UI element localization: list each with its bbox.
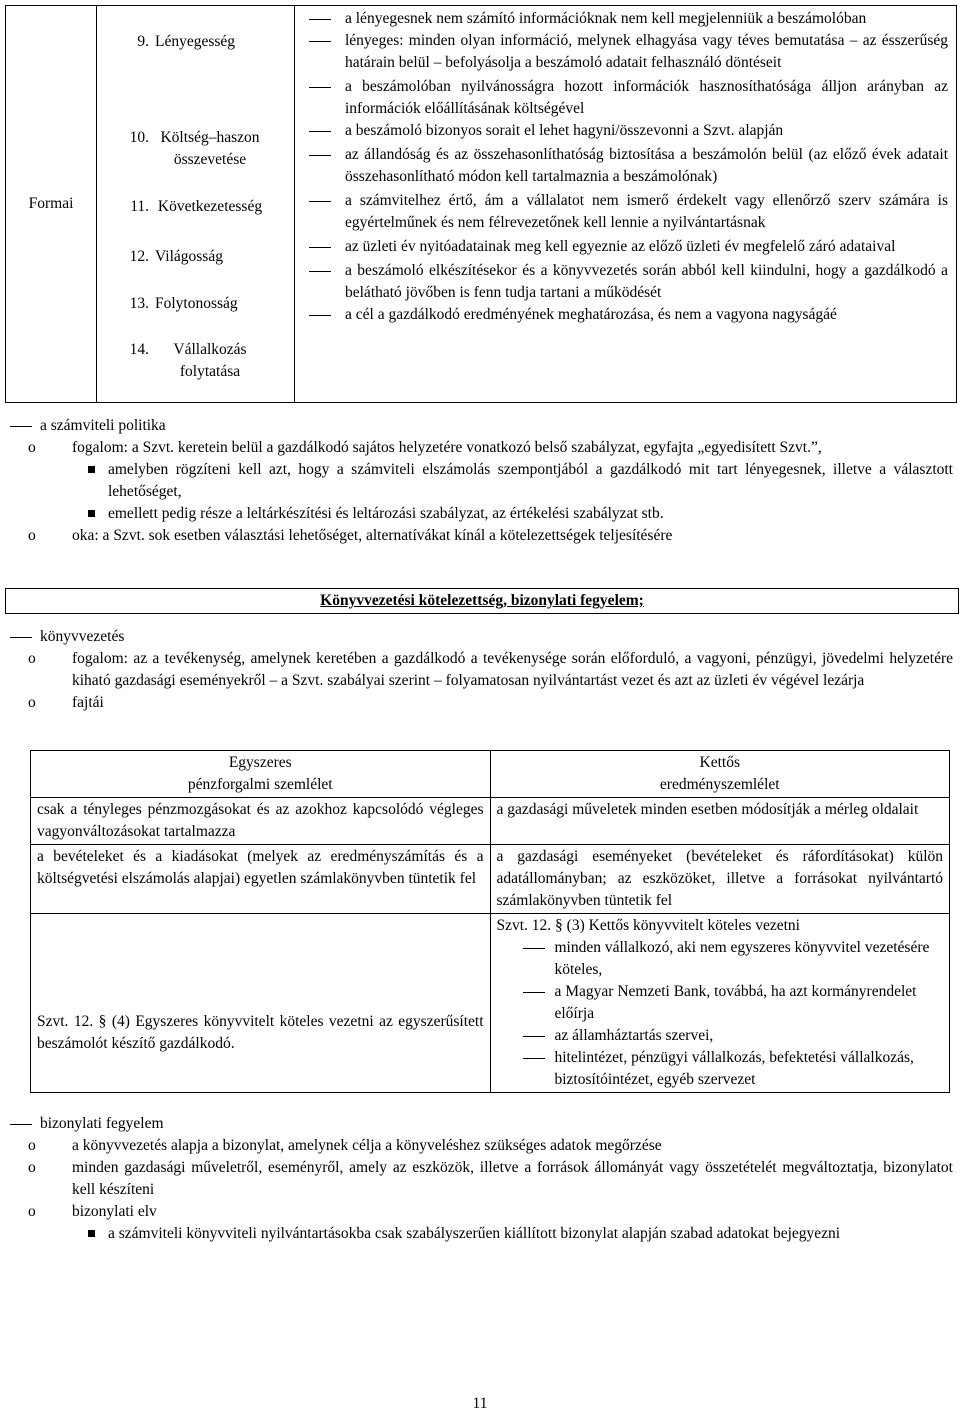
principle-12-name: 12. Világosság: [129, 248, 223, 265]
list-item: o oka: a Szvt. sok esetben választási lehetőséget, alternatívákat kínál a kötelezettségek teljesítésére: [28, 527, 673, 544]
list-item: bizonylati fegyelem: [8, 1113, 953, 1135]
principle-names-cell: [97, 6, 295, 403]
principle-item: a beszámoló bizonyos sorait el lehet hagyni/összevonni a Szvt. alapján: [307, 120, 948, 142]
list-item: a számviteli könyvviteli nyilvántartásokba csak szabályszerűen kiállított bizonylat alapján szabad adatokat bejegyezni: [8, 1223, 953, 1245]
principle-item: az üzleti év nyitóadatainak meg kell egyeznie az előző üzleti év megfelelő záró adataival: [307, 236, 948, 258]
table-cell: Szvt. 12. § (3) Kettős könyvvitelt köteles vezetni minden vállalkozó, aki nem egyszeres könyvvitel vezetésére köteles, a Magyar Nemzeti Bank, továbbá, ha azt kormányrendelet előírja az államháztartás szervei, hitelintézet, pénzügyi vállalkozás, befektetési vállalkozás, biztosítóintézet, egyéb szervezet: [490, 914, 950, 1093]
list-item: o bizonylati elv: [28, 1203, 157, 1220]
bullet-square-icon: [8, 459, 108, 503]
table-cell: a bevételeket és a kiadásokat (melyek az eredményszámítás és a költségvetési elszámolás alapjai) egyetlen számlakönyvben tüntetik fel: [31, 845, 491, 914]
list-item: o fogalom: a Szvt. keretein belül a gazdálkodó sajátos helyzetére vonatkozó belső szabályzat, egyfajta „egyedisített Szvt.”,: [28, 439, 822, 456]
page-number: 11: [472, 1395, 488, 1412]
principle-item: a beszámolóban nyilvánosságra hozott információk hasznosíthatósága álljon arányban az információk előállításának költségével: [307, 76, 948, 120]
list-item: amelyben rögzíteni kell azt, hogy a számviteli elszámolás szempontjából a gazdálkodó mit tart lényegesnek, illetve a választott lehetőséget,: [8, 459, 953, 503]
list-item: könyvvezetés: [8, 626, 953, 648]
principle-descriptions-cell: [295, 6, 957, 403]
category-cell: [6, 6, 97, 403]
category-label: Formai: [28, 195, 74, 212]
list-item: o fogalom: az a tevékenység, amelynek keretében a gazdálkodó a tevékenysége során előforduló, a vagyoni, pénzügyi, jövedelmi helyzetére kiható gazdasági eseményekről – a Szvt. szabályai szerint – folyamatosan nyilvántartást vezet és azt az üzleti év végével lezárja: [28, 650, 953, 689]
bullet-square-icon: [8, 503, 108, 525]
documentary-discipline-section: [8, 1113, 953, 1245]
list-item: minden vállalkozó, aki nem egyszeres könyvvitel vezetésére köteles,: [497, 937, 944, 981]
principle-9-name: 9. Lényegesség: [137, 33, 236, 50]
table-cell: a gazdasági eseményeket (bevételeket és ráfordításokat) külön adatállományban; az eszközöket, illetve a forrásokat nyilvántartó számlakönyvben tüntetik fel: [490, 845, 950, 914]
accounting-policy-section: [8, 415, 953, 547]
list-item: az államháztartás szervei,: [497, 1025, 944, 1047]
principle-item: lényeges: minden olyan információ, melynek elhagyása vagy téves bemutatása – az ésszerűség határain belül – befolyásolja a beszámoló adatait felhasználó döntéseit: [307, 30, 948, 74]
principles-table: [5, 5, 957, 403]
double-entry-header: Kettős eredményszemlélet: [490, 751, 950, 798]
principle-11-name: 11. Következetesség: [130, 198, 263, 215]
bookkeeping-kinds-table: [30, 750, 950, 1093]
list-item: o a könyvvezetés alapja a bizonylat, amelynek célja a könyveléshez szükséges adatok megőrzése: [28, 1137, 662, 1154]
principle-item: a cél a gazdálkodó eredményének meghatározása, és nem a vagyona nagyságáé: [307, 304, 948, 326]
principle-10-name: 10. Költség–haszon összevetése: [129, 129, 260, 168]
principle-item: a lényegesnek nem számító információknak nem kell megjelenniük a beszámolóban: [307, 8, 948, 30]
principle-13-name: 13. Folytonosság: [129, 295, 238, 312]
bookkeeping-section: [8, 626, 953, 714]
section-heading: Könyvvezetési kötelezettség, bizonylati fegyelem;: [5, 588, 959, 614]
list-item: a számviteli politika: [8, 415, 953, 437]
table-cell: csak a tényleges pénzmozgásokat és az azokhoz kapcsolódó végleges vagyonváltozásokat tartalmazza: [31, 798, 491, 845]
principle-14-name: 14. Vállalkozás folytatása: [129, 341, 247, 380]
list-item: o fajtái: [28, 694, 104, 711]
list-item: hitelintézet, pénzügyi vállalkozás, befektetési vállalkozás, biztosítóintézet, egyéb szervezet: [497, 1047, 944, 1091]
single-entry-header: Egyszeres pénzforgalmi szemlélet: [31, 751, 491, 798]
table-cell: a gazdasági műveletek minden esetben módosítják a mérleg oldalait: [490, 798, 950, 845]
principle-item: az állandóság és az összehasonlíthatóság biztosítása a beszámolón belül (az előző évek adatait összehasonlítható módon kell tartalmaznia a beszámolónak): [307, 144, 948, 188]
list-item: o minden gazdasági műveletről, eseményről, amely az eszközök, illetve a források állományát vagy összetételét megváltoztatja, bizonylatot kell készíteni: [28, 1159, 953, 1198]
principle-item: a beszámoló elkészítésekor és a könyvvezetés során abból kell kiindulni, hogy a gazdálkodó a belátható jövőben is fenn tudja tartani a működését: [307, 260, 948, 304]
list-item: a Magyar Nemzeti Bank, továbbá, ha azt kormányrendelet előírja: [497, 981, 944, 1025]
principle-item: a számvitelhez értő, ám a vállalatot nem ismerő érdekelt vagy ellenőrző szerv számára is egyértelműnek és nem félrevezetőnek kell lennie a nyilvántartásnak: [307, 190, 948, 234]
bullet-square-icon: [8, 1223, 108, 1245]
table-cell: Szvt. 12. § (4) Egyszeres könyvvitelt köteles vezetni az egyszerűsített beszámolót készítő gazdálkodó.: [31, 914, 491, 1093]
list-item: emellett pedig része a leltárkészítési és leltározási szabályzat, az értékelési szabályzat stb.: [8, 503, 953, 525]
